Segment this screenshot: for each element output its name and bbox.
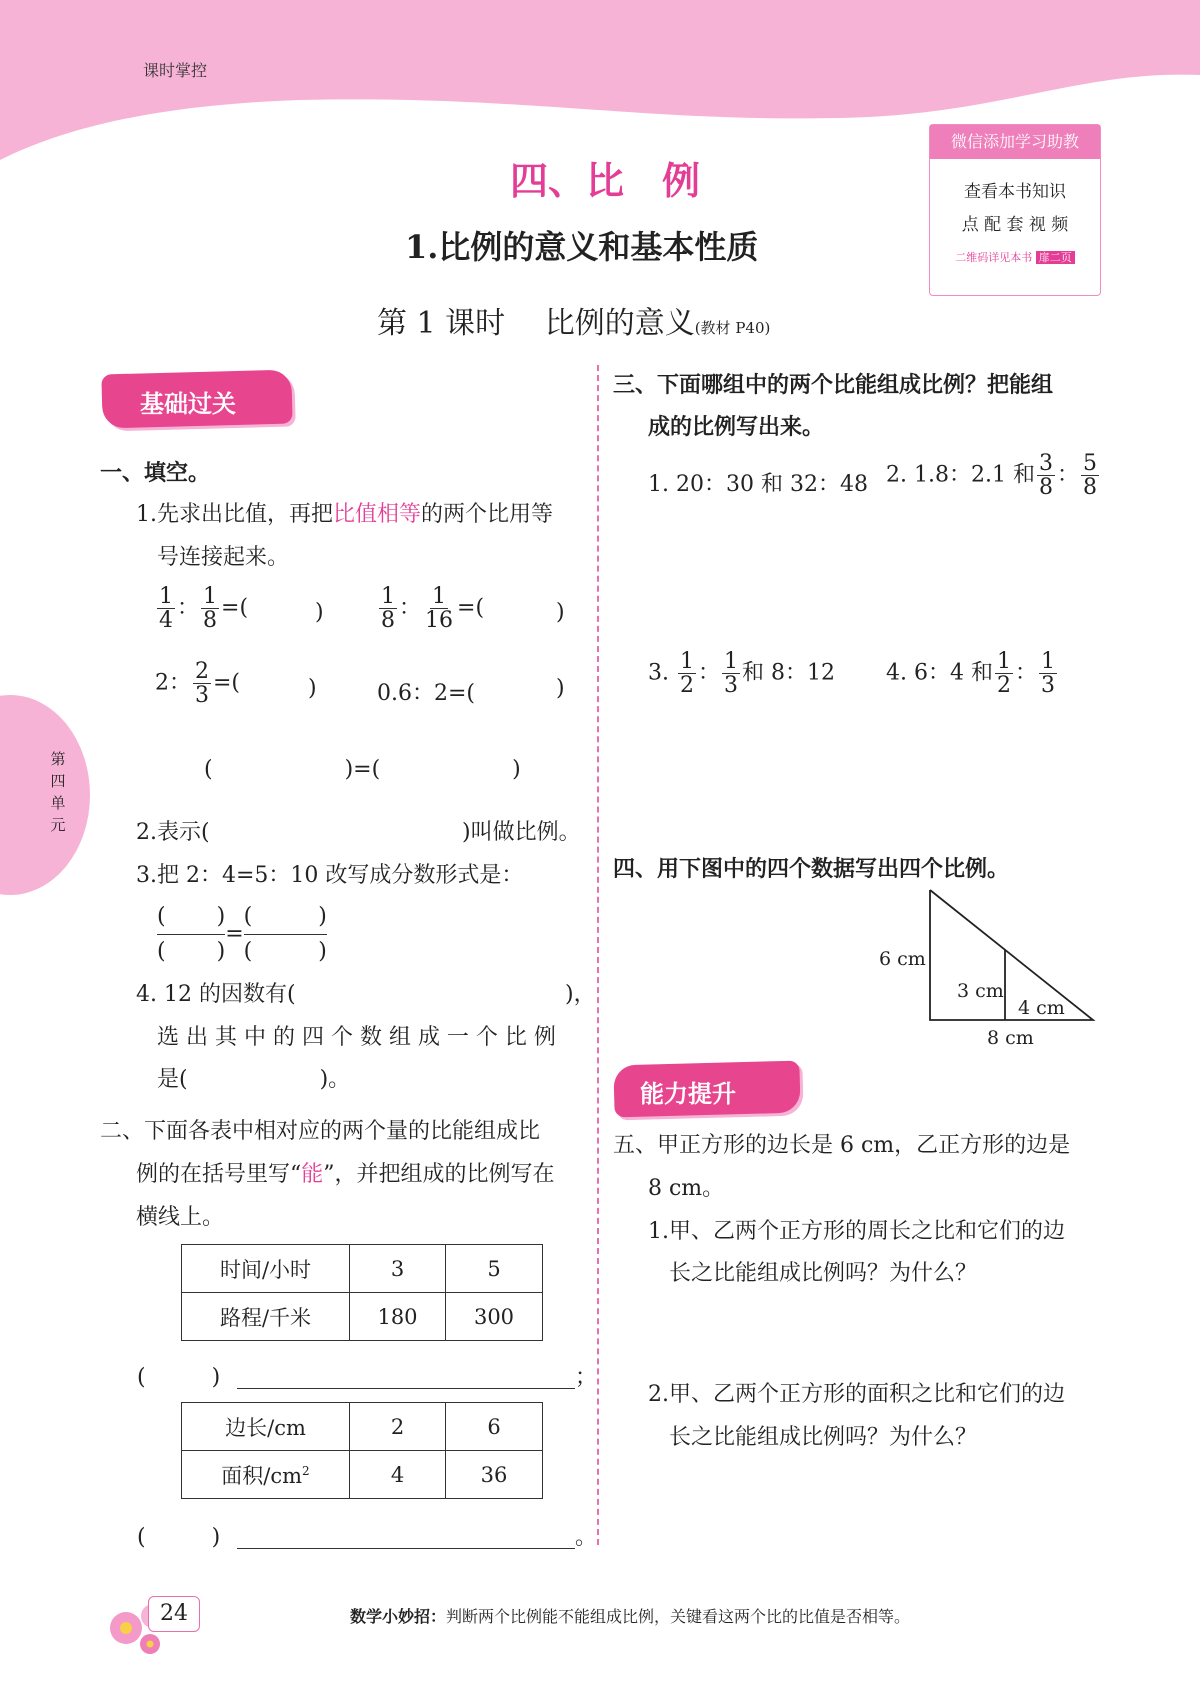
q1-s1-highlight: 比值相等 (333, 502, 422, 527)
q1-s1: 1.先求出比值，再把比值相等的两个比用等 (136, 502, 554, 527)
q1-row2-left: 2： $\frac{2}{3}$ =( (155, 659, 241, 709)
q1-s2-post: )叫做比例。 (462, 820, 581, 845)
q1-row1-left: $\frac{1}{4}$ ： $\frac{1}{8}$ =( (159, 584, 249, 634)
wechat-box-note: 二维码详见本书 (955, 251, 1033, 264)
badge-advanced-label: 能力提升 (640, 1079, 736, 1108)
q3-item3: 3. $\frac{1}{2}$ ： $\frac{1}{3}$ 和 8：12 (648, 649, 836, 699)
wechat-box-line2: 点 配 套 视 频 (961, 215, 1069, 235)
q5-s1-l2: 长之比能组成比例吗？为什么？ (669, 1261, 978, 1286)
q2-line2: 例的在括号里写“能”，并把组成的比例写在 (136, 1162, 555, 1187)
q1-s4-line2: 选 出 其 中 的 四 个 数 组 成 一 个 比 例 (157, 1025, 556, 1050)
column-divider (597, 365, 599, 1545)
q4-title: 四、用下图中的四个数据写出四个比例。 (613, 856, 1010, 882)
textbook-ref: (教材 P40) (694, 319, 771, 337)
q2-answer2-line (237, 1548, 575, 1549)
section-title: 1.比例的意义和基本性质 (405, 228, 759, 266)
q1-s4-pre: 4. 12 的因数有( (136, 982, 296, 1007)
q3-item4: 4. 6：4 和 $\frac{1}{2}$ ： $\frac{1}{3}$ (886, 649, 1055, 699)
q2-answer1-paren: ( ) (137, 1365, 221, 1390)
label-3cm: 3 cm (957, 980, 1004, 1002)
lesson-title: 第 1 课时 比例的意义 (377, 306, 695, 341)
page-number: 24 (160, 1601, 188, 1626)
q1-title: 一、填空。 (100, 460, 211, 486)
wechat-box (929, 124, 1101, 296)
q1-s1-line2: 号连接起来。 (157, 545, 290, 570)
q1-s4-line3: 是( )。 (157, 1067, 351, 1092)
q2-table1 (181, 1244, 543, 1341)
q3-item1: 1. 20：30 和 32：48 (648, 472, 868, 497)
chapter-title: 四、比 例 (510, 158, 701, 203)
wechat-box-title: 微信添加学习助教 (930, 125, 1100, 159)
q5-line2: 8 cm。 (648, 1176, 725, 1201)
triangle-figure (920, 885, 1105, 1025)
wechat-box-note-tag: 扉二页 (1036, 251, 1075, 264)
q1-row3: ( )=( ) (204, 757, 521, 782)
q1-s3: 3.把 2：4=5：10 改写成分数形式是： (136, 863, 524, 888)
table-row: 路程/千米 180 300 (182, 1293, 543, 1341)
q2-answer2-paren: ( ) (137, 1525, 221, 1550)
wechat-box-line1: 查看本书知识 (964, 182, 1066, 202)
unit-side-label: 第 四 单 元 (50, 750, 66, 834)
q3-line1: 三、下面哪组中的两个比能组成比例？把能组 (613, 372, 1054, 398)
q5-s2-l2: 长之比能组成比例吗？为什么？ (669, 1425, 978, 1450)
label-8cm: 8 cm (987, 1027, 1034, 1049)
q2-answer1-line (237, 1388, 575, 1389)
q1-s3-fraction: ( ) ( ) = ( ) ( ) (157, 900, 327, 969)
table-row: 面积$/cm^2$ 4 36 (182, 1451, 543, 1499)
q5-line1: 五、甲正方形的边长是 6 cm，乙正方形的边是 (613, 1133, 1071, 1158)
unit-side-tab (0, 695, 90, 895)
q3-item2: 2. 1.8：2.1 和 $\frac{3}{8}$ ： $\frac{5}{8}$ (886, 451, 1097, 501)
q1-s2-pre: 2.表示( (136, 820, 210, 845)
q2-table2 (181, 1402, 543, 1499)
q1-row2-right: 0.6：2=( (377, 681, 476, 706)
table-row: 时间/小时 3 5 (182, 1245, 543, 1293)
q5-s1-l1: 1.甲、乙两个正方形的周长之比和它们的边 (648, 1219, 1065, 1244)
table-row: 边长/cm 2 6 (182, 1403, 543, 1451)
label-4cm: 4 cm (1018, 997, 1065, 1019)
q2-line1: 二、下面各表中相对应的两个量的比能组成比 (100, 1119, 541, 1144)
q5-s2-l1: 2.甲、乙两个正方形的面积之比和它们的边 (648, 1382, 1065, 1407)
label-6cm: 6 cm (879, 948, 926, 970)
q3-line2: 成的比例写出来。 (648, 414, 825, 440)
q2-line3: 横线上。 (136, 1205, 225, 1230)
header-section-label: 课时掌控 (143, 61, 208, 80)
badge-basic-label: 基础过关 (140, 389, 236, 418)
footer-tip: 数学小妙招：判断两个比例能不能组成比例，关键看这两个比的比值是否相等。 (350, 1607, 911, 1626)
q1-row1-right: $\frac{1}{8}$ ： $\frac{1}{16}$ =( (381, 584, 485, 634)
q1-s4-post: )， (565, 982, 596, 1007)
